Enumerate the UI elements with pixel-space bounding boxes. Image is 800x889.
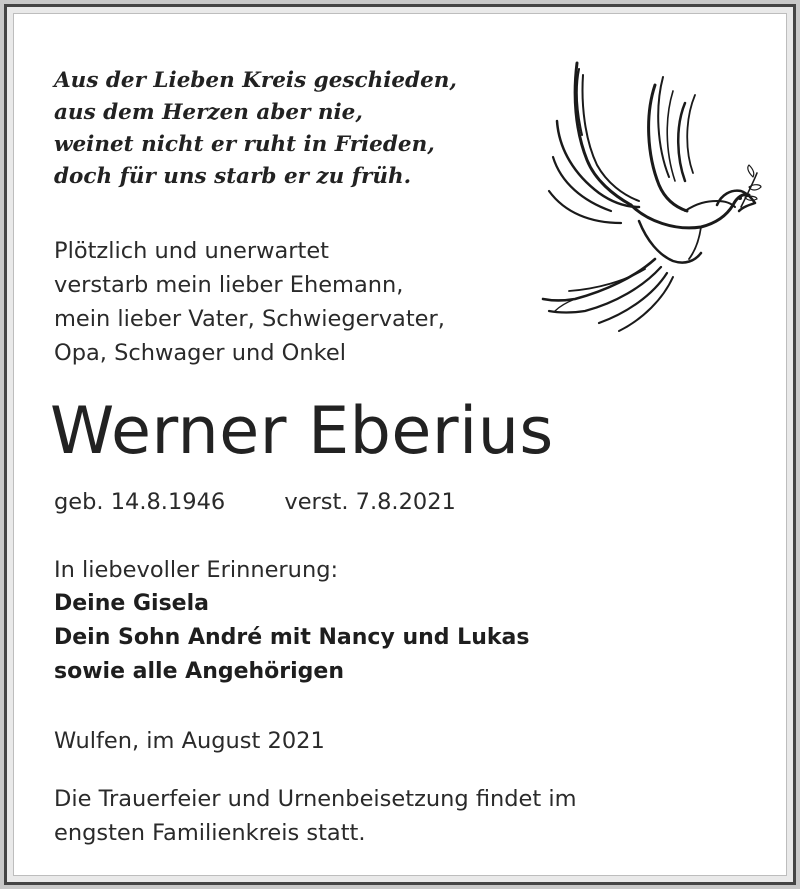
intro-text — [54, 234, 445, 370]
poem-line: aus dem Herzen aber nie, — [54, 100, 363, 125]
deceased-name: Werner Eberius — [50, 394, 554, 469]
family-line: Dein Sohn André mit Nancy und Lukas — [54, 625, 530, 650]
death-date: verst. 7.8.2021 — [284, 489, 456, 515]
poem-line: Aus der Lieben Kreis geschieden, — [54, 68, 457, 93]
place-date: Wulfen, im August 2021 — [54, 728, 325, 754]
funeral-line: Die Trauerfeier und Urnenbeisetzung findet im — [54, 786, 577, 812]
intro-line: verstarb mein lieber Ehemann, — [54, 272, 404, 298]
birth-date: geb. 14.8.1946 — [54, 489, 226, 515]
dove-icon — [535, 55, 765, 355]
family-list — [54, 587, 529, 689]
poem-line: doch für uns starb er zu früh. — [54, 164, 412, 189]
funeral-line: engsten Familienkreis statt. — [54, 820, 366, 846]
memory-label: In liebevoller Erinnerung: — [54, 557, 339, 583]
intro-line: mein lieber Vater, Schwiegervater, — [54, 306, 445, 332]
funeral-note — [54, 782, 577, 850]
poem — [54, 65, 457, 193]
intro-line: Opa, Schwager und Onkel — [54, 340, 346, 366]
life-dates — [54, 485, 456, 519]
family-line: sowie alle Angehörigen — [54, 659, 345, 684]
family-line: Deine Gisela — [54, 591, 209, 616]
obituary-frame — [4, 4, 796, 885]
poem-line: weinet nicht er ruht in Frieden, — [54, 132, 435, 157]
intro-line: Plötzlich und unerwartet — [54, 238, 329, 264]
